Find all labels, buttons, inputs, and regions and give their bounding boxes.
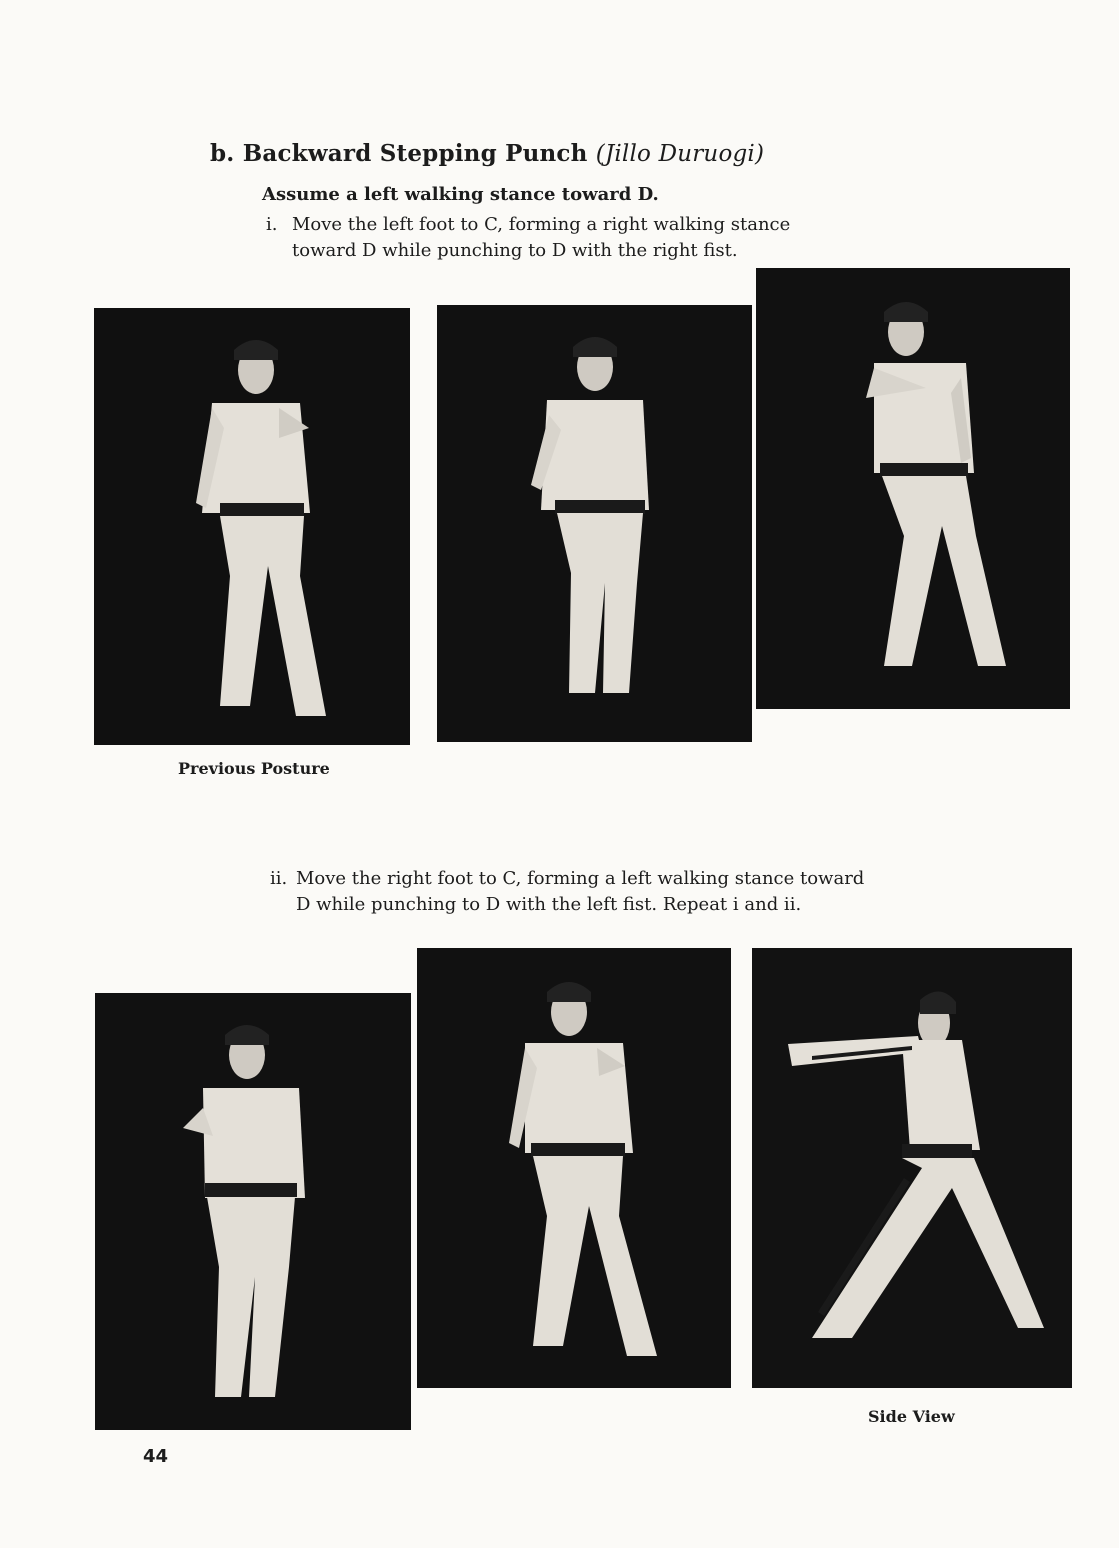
step-text-line: Move the left foot to C, forming a right walking stance [292,214,791,235]
figure-left-walking-stance-icon [417,948,731,1388]
section-heading-romanization: (Jillo Duruogi) [595,141,765,167]
photo-step-i-transition [437,305,752,742]
step-number: i. [266,214,278,235]
figure-side-view-icon [752,948,1072,1388]
caption-previous-posture: Previous Posture [178,759,330,778]
photo-previous-posture [94,308,410,745]
instruction-text: Assume a left walking stance toward D. [262,184,659,205]
photo-step-ii-transition [95,993,411,1430]
photo-side-view [752,948,1072,1388]
section-heading [210,140,764,167]
caption-side-view: Side View [868,1407,955,1426]
photo-step-ii-final [417,948,731,1388]
step-text-line: Move the right foot to C, forming a left walking stance toward [296,868,865,889]
step-number: ii. [270,868,288,889]
step-text-line: toward D while punching to D with the right fist. [292,240,738,261]
figure-front-stance-icon [94,308,410,745]
photo-step-i-final [756,268,1070,709]
step-i [266,212,790,264]
figure-right-walking-stance-icon [756,268,1070,709]
page-number: 44 [143,1446,169,1467]
figure-transition-icon [95,993,411,1430]
section-heading-label: b. Backward Stepping Punch [210,140,588,167]
step-ii [270,866,864,918]
figure-transition-icon [437,305,752,742]
step-text-line: D while punching to D with the left fist. Repeat i and ii. [296,894,802,915]
